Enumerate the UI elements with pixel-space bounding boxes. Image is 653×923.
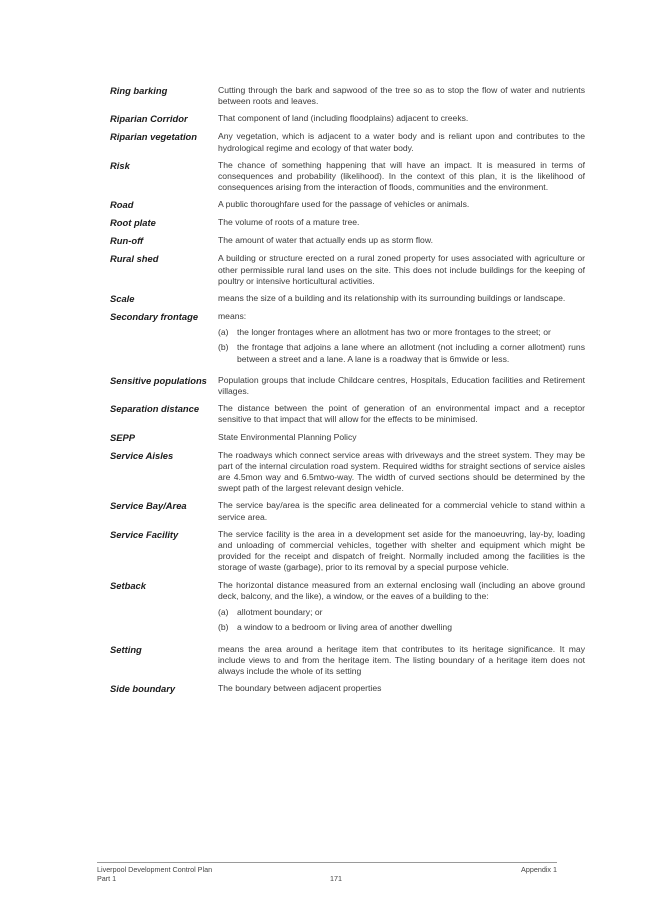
sublist-item [218,607,585,618]
glossary-term: Rural shed [110,253,159,265]
glossary-term: Riparian vegetation [110,131,197,143]
glossary-entry [110,529,585,574]
definition-text: Population groups that include Childcare centres, Hospitals, Education facilities and Retirement villages. [218,374,585,397]
footer-appendix: Appendix 1 [521,865,557,874]
glossary-entry [110,235,585,247]
glossary-entry [110,403,585,425]
sublist-item-text: the frontage that adjoins a lane where an allotment (not including a corner allotment) runs between a street and a lane. A lane is a roadway that is 6mwide or less. [237,342,585,364]
glossary-entry [110,580,585,638]
definition-text: The distance between the point of generation of an environmental impact and a receptor sensitive to that impact that will allow for the effects to be minimised. [218,403,585,425]
definition-text: means the size of a building and its relationship with its surrounding buildings or landscape. [218,293,566,304]
glossary-entry [110,450,585,495]
glossary-definition [218,375,585,397]
glossary-entry [110,85,585,107]
sublist-item-text: a window to a bedroom or living area of another dwelling [237,622,452,633]
definition-text: means the area around a heritage item that contributes to its heritage significance. It may include views to and from the heritage item. The listing boundary of a heritage item does not always include the whole of its setting [218,643,585,676]
definition-text: A building or structure erected on a rural zoned property for uses associated with agriculture or other permissible rural land uses on the site. This does not include buildings for the keeping of poultry or intensive horticultural activities. [218,253,585,286]
glossary-entry [110,217,585,229]
page-footer [97,862,557,883]
glossary-definition [218,113,585,124]
glossary-list [110,85,585,701]
glossary-definition [218,311,585,369]
glossary-term: Service Bay/Area [110,500,187,512]
definition-text: The boundary between adjacent properties [218,683,382,694]
definition-sublist [218,327,585,365]
glossary-entry [110,432,585,444]
glossary-entry [110,293,585,305]
glossary-definition [218,644,585,678]
glossary-term: Side boundary [110,683,176,695]
definition-text: The amount of water that actually ends up as storm flow. [218,235,433,246]
glossary-term: Service Aisles [110,449,174,461]
definition-text: The horizontal distance measured from an external enclosing wall (including an above ground deck, balcony, and the like), a window, or the eaves of a building to the: [218,579,585,601]
sublist-item-marker: (a) [218,607,229,618]
footer-part: Part 1 [97,874,117,883]
definition-text: That component of land (including floodplains) adjacent to creeks. [218,113,469,124]
glossary-term: Setting [110,643,142,655]
sublist-item-marker: (b) [218,342,229,353]
glossary-entry [110,113,585,125]
glossary-definition [218,217,585,228]
definition-sublist [218,607,585,633]
glossary-entry [110,131,585,153]
definition-text: means: [218,311,247,322]
glossary-entry [110,253,585,287]
glossary-term: Setback [110,579,146,591]
sublist-item-marker: (b) [218,622,229,633]
glossary-entry [110,644,585,678]
glossary-term: Secondary frontage [110,311,199,323]
glossary-definition [218,253,585,287]
glossary-entry [110,375,585,397]
definition-text: State Environmental Planning Policy [218,431,357,442]
definition-text: The roadways which connect service areas with driveways and the street system. They may be part of the internal circulation road system. Required widths for straight sections of service aisles are 4.5mon way and 6.5mtwo-way. The width of curved sections should be determined by the swept path of the largest relevant design vehicle. [218,449,585,494]
definition-text: A public thoroughfare used for the passage of vehicles or animals. [218,199,470,210]
glossary-term: Riparian Corridor [110,113,188,125]
definition-text: The volume of roots of a mature tree. [218,217,360,228]
sublist-item-marker: (a) [218,327,229,338]
glossary-term: Sensitive populations [110,374,207,386]
glossary-term: Run-off [110,235,144,247]
glossary-definition [218,683,585,694]
glossary-definition [218,85,585,107]
glossary-definition [218,450,585,495]
footer-doc-title: Liverpool Development Control Plan [97,865,213,874]
glossary-definition [218,160,585,194]
glossary-term: Road [110,199,134,211]
glossary-definition [218,235,585,246]
sublist-item [218,327,585,338]
glossary-term: Ring barking [110,85,168,96]
glossary-term: Root plate [110,217,156,229]
glossary-definition [218,529,585,574]
glossary-definition [218,293,585,304]
definition-text: The service facility is the area in a development set aside for the manoeuvring, lay-by, loading and unloading of commercial vehicles, together with shelter and equipment which might be provided for the receipt and dispatch of freight. Normally included among the facilities is the storage of waste (garbage), prior to its removal by a special purpose vehicle. [218,528,585,573]
glossary-definition [218,432,585,443]
glossary-term: Service Facility [110,528,179,540]
glossary-definition [218,500,585,522]
glossary-entry [110,683,585,695]
glossary-entry [110,311,585,369]
sublist-item [218,622,585,633]
glossary-entry [110,500,585,522]
sublist-item [218,342,585,364]
glossary-term: Risk [110,159,130,171]
definition-text: Any vegetation, which is adjacent to a water body and is reliant upon and contributes to the hydrological regime and ecology of that water body. [218,131,585,153]
glossary-term: Scale [110,293,135,305]
definition-text: The service bay/area is the specific area delineated for a commercial vehicle to stand within a service area. [218,500,585,522]
sublist-item-text: allotment boundary; or [237,607,323,618]
glossary-entry [110,199,585,211]
glossary-term: Separation distance [110,403,200,415]
glossary-definition [218,131,585,153]
glossary-term: SEPP [110,431,136,443]
definition-text: Cutting through the bark and sapwood of the tree so as to stop the flow of water and nutrients between roots and leaves. [218,85,585,107]
glossary-definition [218,199,585,210]
sublist-item-text: the longer frontages where an allotment has two or more frontages to the street; or [237,327,551,338]
definition-text: The chance of something happening that will have an impact. It is measured in terms of consequences and probability (likelihood). In the context of this plan, it is the likelihood of consequences arising from the interaction of floods, communities and the environment. [218,159,585,193]
glossary-entry [110,160,585,194]
footer-page-number: 171 [330,874,342,883]
glossary-definition [218,403,585,425]
glossary-definition [218,580,585,638]
